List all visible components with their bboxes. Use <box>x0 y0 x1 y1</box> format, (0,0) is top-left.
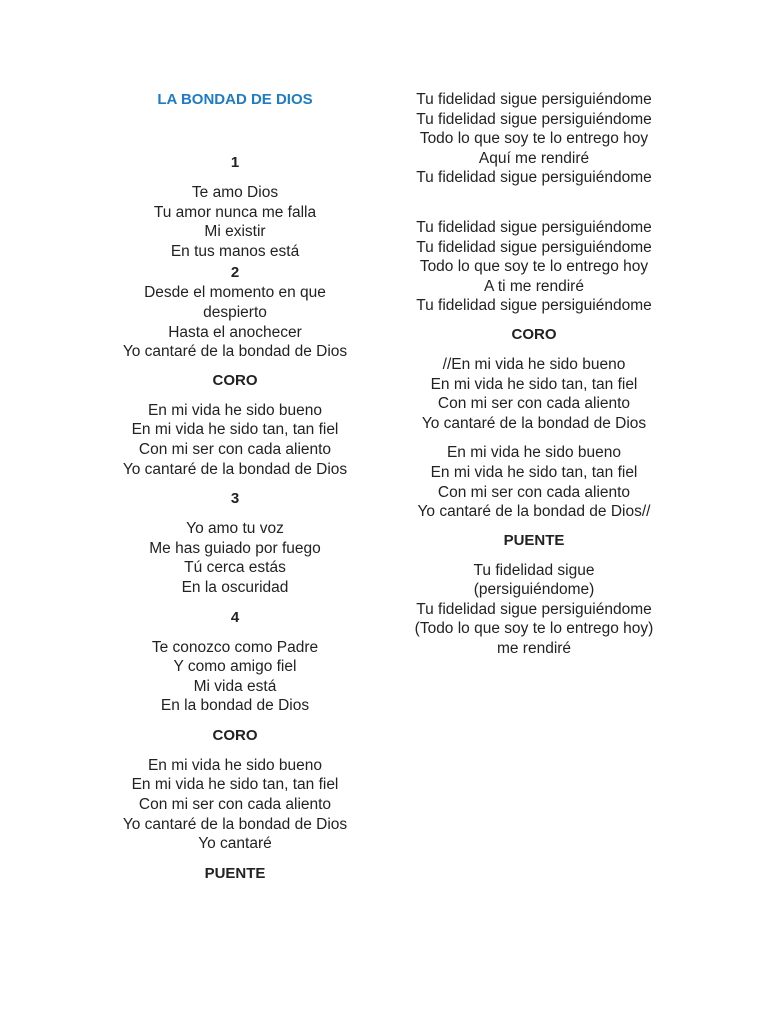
lyric-line: Mi existir <box>204 223 266 241</box>
lyric-line: En mi vida he sido bueno <box>147 401 323 419</box>
right-column <box>390 90 678 659</box>
verse-2-number: 2 <box>230 264 240 282</box>
lyric-line: //En mi vida he sido bueno <box>442 355 626 373</box>
lyric-line: En mi vida he sido tan, tan fiel <box>430 375 638 393</box>
coro-label: CORO <box>511 325 557 343</box>
lyric-line: En mi vida he sido tan, tan fiel <box>131 421 339 439</box>
lyric-line: En mi vida he sido tan, tan fiel <box>131 776 339 794</box>
lyric-line: Con mi ser con cada aliento <box>138 440 332 458</box>
lyric-line: Con mi ser con cada aliento <box>138 796 332 814</box>
verse-4 <box>90 638 380 716</box>
lyric-line: Te amo Dios <box>191 184 279 201</box>
lyric-line: Tu amor nunca me falla <box>153 203 317 221</box>
lyric-line: En la oscuridad <box>181 578 289 596</box>
lyric-line: me rendiré <box>496 640 572 658</box>
coro-a <box>390 355 678 433</box>
lyric-line: Desde el momento en que <box>144 284 326 302</box>
puente-label: PUENTE <box>204 864 266 882</box>
lyric-line: Yo cantaré de la bondad de Dios// <box>417 503 651 521</box>
lyric-line: Tu fidelidad sigue persiguiéndome <box>416 218 652 236</box>
lyric-line: Tú cerca estás <box>184 559 286 577</box>
lyric-line: Con mi ser con cada aliento <box>437 483 631 501</box>
lyric-line: Todo lo que soy te lo entrego hoy <box>419 130 649 148</box>
verse-4-number: 4 <box>230 608 240 626</box>
verse-2 <box>90 283 380 361</box>
lyric-line: Yo cantaré de la bondad de Dios <box>421 414 647 432</box>
verse-1-number: 1 <box>230 154 240 171</box>
lyric-line: (persiguiéndome) <box>473 581 595 599</box>
stanza-2 <box>390 218 678 316</box>
lyric-line: Tu fidelidad sigue persiguiéndome <box>416 238 652 256</box>
lyric-line: En la bondad de Dios <box>160 697 310 715</box>
stanza-1 <box>390 90 678 188</box>
lyric-line: A ti me rendiré <box>484 277 584 295</box>
lyric-line: Tu fidelidad sigue persiguiéndome <box>416 169 652 187</box>
puente-label: PUENTE <box>503 531 565 549</box>
verse-3 <box>90 519 380 597</box>
lyric-line: Y como amigo fiel <box>173 658 297 676</box>
lyric-line: Te conozco como Padre <box>151 638 319 656</box>
lyric-line: Yo cantaré <box>198 835 272 853</box>
lyric-line: Hasta el anochecer <box>168 323 302 341</box>
lyric-line: Yo amo tu voz <box>186 520 284 538</box>
coro-b <box>390 443 678 521</box>
verse-1 <box>90 183 380 261</box>
coro-1 <box>90 401 380 479</box>
verse-3-number: 3 <box>230 490 240 508</box>
lyric-line: En mi vida he sido tan, tan fiel <box>430 463 638 481</box>
lyric-line: En mi vida he sido bueno <box>147 756 323 774</box>
song-title: LA BONDAD DE DIOS <box>157 91 313 108</box>
coro-1-label: CORO <box>212 371 258 389</box>
lyric-line: Tu fidelidad sigue persiguiéndome <box>416 110 652 128</box>
lyric-line: Mi vida está <box>193 677 277 695</box>
lyric-line: Aquí me rendiré <box>478 149 590 167</box>
coro-2-label: CORO <box>212 726 258 744</box>
lyric-line: Con mi ser con cada aliento <box>437 395 631 413</box>
lyric-line: En mi vida he sido bueno <box>446 444 622 462</box>
lyric-line: Tu fidelidad sigue persiguiéndome <box>416 91 652 108</box>
puente <box>390 561 678 659</box>
left-column <box>90 90 380 884</box>
lyric-line: Yo cantaré de la bondad de Dios <box>122 460 348 478</box>
lyric-line: Tu fidelidad sigue <box>473 561 595 579</box>
lyric-line: (Todo lo que soy te lo entrego hoy) <box>414 620 654 638</box>
lyric-line: Tu fidelidad sigue persiguiéndome <box>416 600 652 618</box>
lyric-line: Tu fidelidad sigue persiguiéndome <box>416 297 652 315</box>
coro-2 <box>90 756 380 854</box>
lyric-line: En tus manos está <box>170 242 300 260</box>
lyric-line: Yo cantaré de la bondad de Dios <box>122 815 348 833</box>
lyric-line: despierto <box>203 303 267 321</box>
lyric-line: Me has guiado por fuego <box>149 539 321 557</box>
lyric-line: Todo lo que soy te lo entrego hoy <box>419 258 649 276</box>
lyric-line: Yo cantaré de la bondad de Dios <box>122 343 348 361</box>
